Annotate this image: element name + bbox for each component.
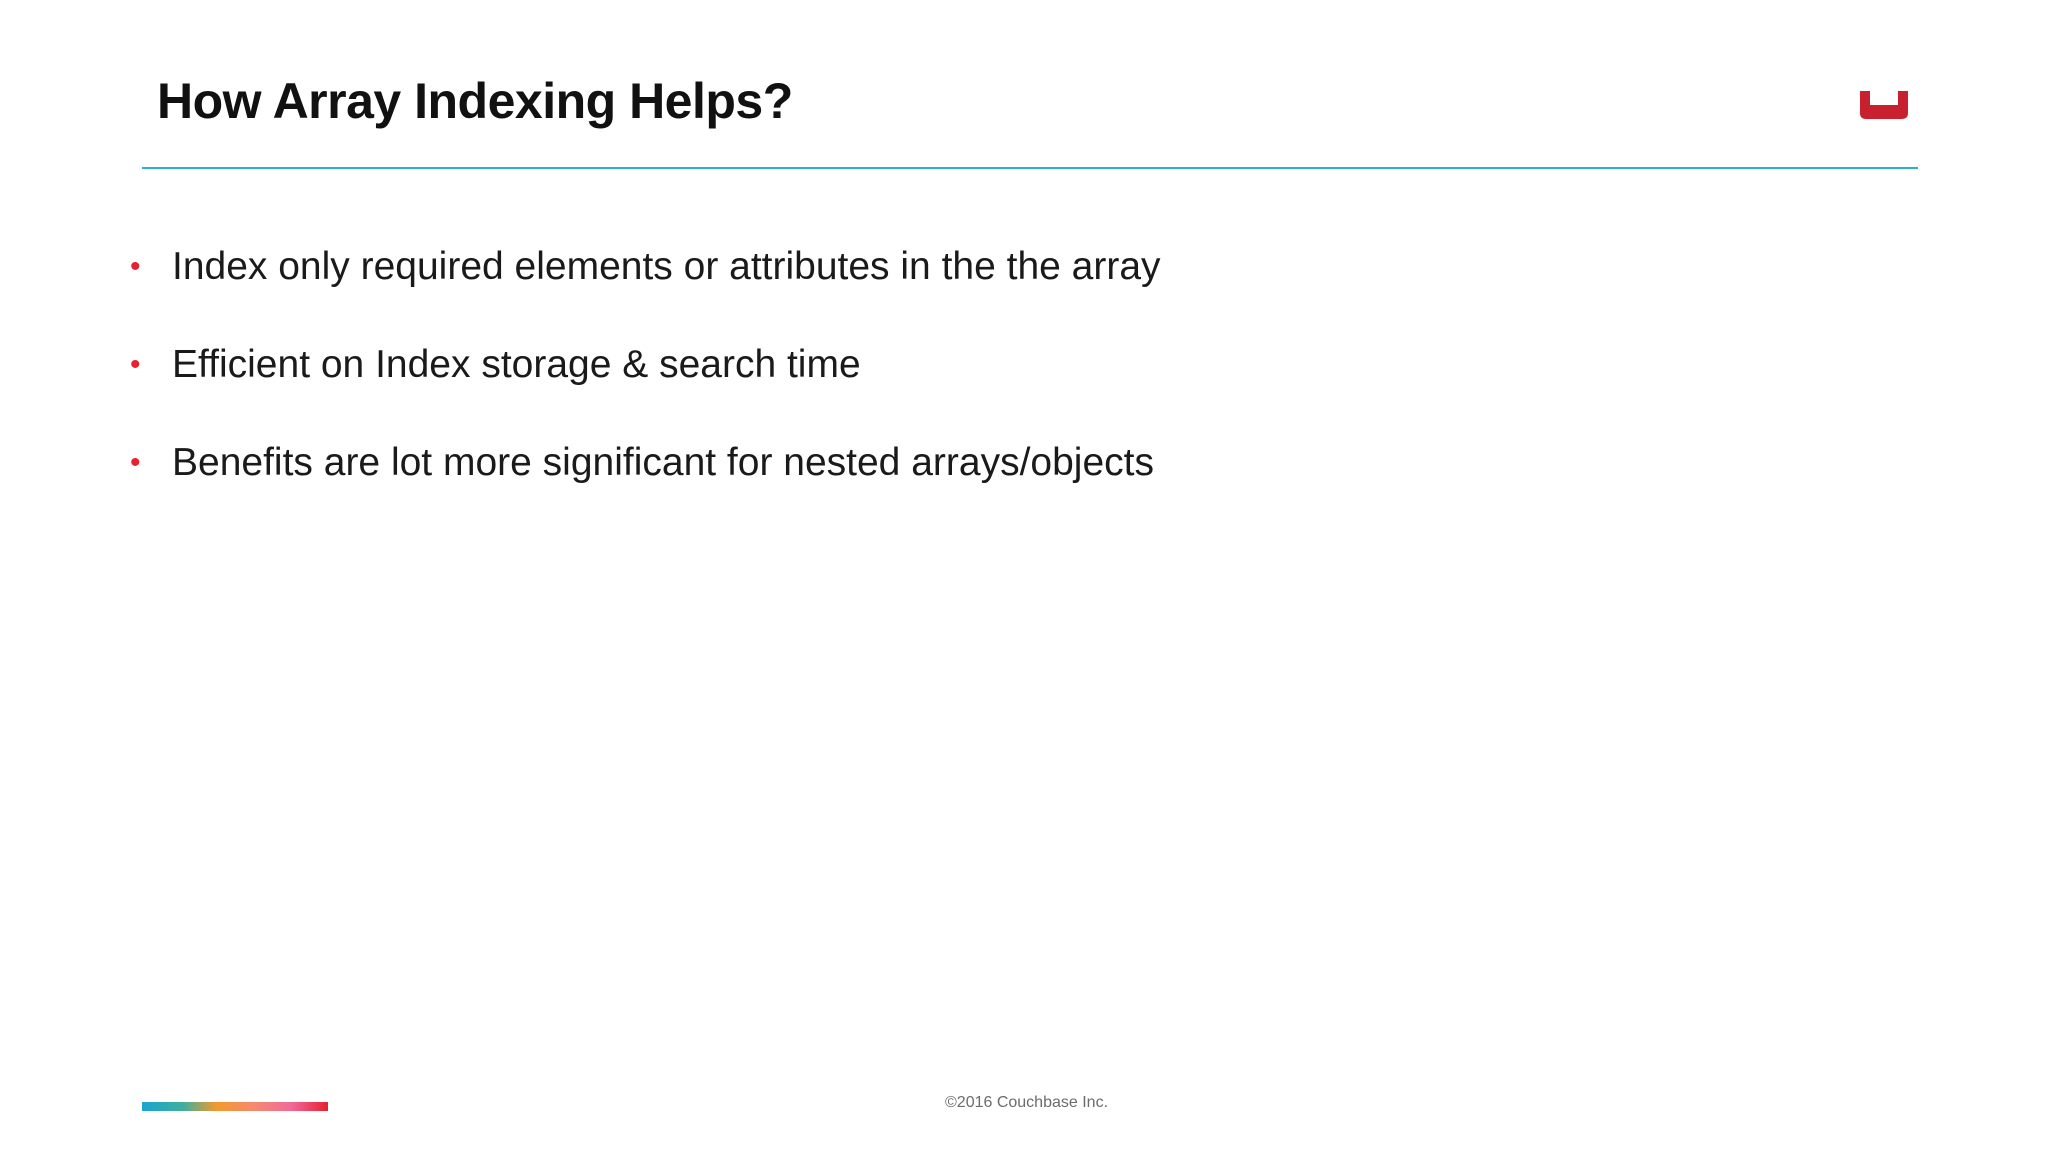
bullet-item — [128, 238, 1161, 336]
bullet-item — [128, 434, 1161, 532]
slide-title: How Array Indexing Helps? — [157, 73, 793, 129]
footer-gradient-bar — [142, 1102, 328, 1111]
bullet-dot-icon: • — [130, 250, 141, 283]
copyright-text: ©2016 Couchbase Inc. — [945, 1094, 1109, 1111]
couchbase-logo-icon — [1860, 91, 1908, 119]
bullet-text: Efficient on Index storage & search time — [172, 343, 861, 386]
title-divider — [142, 167, 1918, 169]
bullet-dot-icon: • — [130, 446, 141, 479]
bullet-list — [128, 238, 1161, 532]
bullet-item — [128, 336, 1161, 434]
bullet-text: Index only required elements or attributes in the the array — [172, 245, 1161, 288]
bullet-text: Benefits are lot more significant for nested arrays/objects — [172, 441, 1154, 484]
bullet-dot-icon: • — [130, 348, 141, 381]
